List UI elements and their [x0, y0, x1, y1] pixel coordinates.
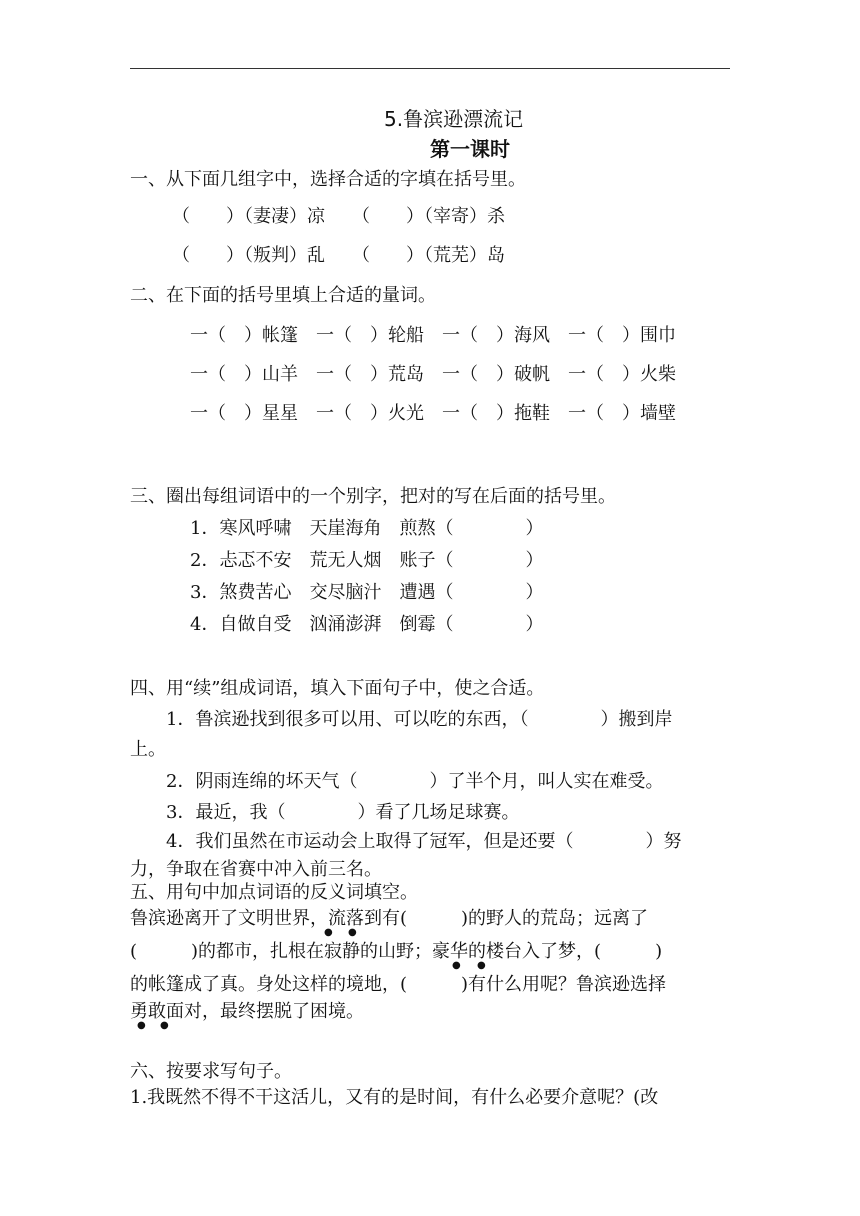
- emphasis-dot: ●: [324, 927, 333, 938]
- section4-line: 1．鲁滨逊找到很多可以用、可以吃的东西，（ ）搬到岸: [166, 709, 673, 730]
- section3-line: 2．忐忑不安 荒无人烟 账子（ ）: [190, 550, 544, 571]
- section2-line: 一（ ）帐篷 一（ ）轮船 一（ ）海风 一（ ）围巾: [190, 325, 676, 346]
- section5-heading: 五、用句中加点词语的反义词填空。: [130, 882, 418, 903]
- lesson-subtitle: 第一课时: [430, 137, 510, 161]
- section3-line: 3．煞费苦心 交尽脑汁 遭遇（ ）: [190, 582, 544, 603]
- section4-line: 上。: [130, 739, 166, 760]
- section2-line: 一（ ）山羊 一（ ）荒岛 一（ ）破帆 一（ ）火柴: [190, 364, 676, 385]
- section5-line: 鲁滨逊离开了文明世界，流落到有( )的野人的荒岛；远离了: [130, 908, 649, 929]
- section1-heading: 一、从下面几组字中，选择合适的字填在括号里。: [130, 169, 526, 190]
- lesson-title: 5.鲁滨逊漂流记: [384, 107, 524, 131]
- section3-line: 1．寒风呼啸 天崖海角 煎熬（ ）: [190, 518, 544, 539]
- emphasis-dot: ●: [160, 1020, 169, 1031]
- section5-line: 勇敢面对，最终摆脱了困境。: [130, 1001, 364, 1022]
- section4-line: 2．阴雨连绵的坏天气（ ）了半个月，叫人实在难受。: [166, 771, 664, 792]
- section6-heading: 六、按要求写句子。: [130, 1061, 292, 1082]
- section1-line: （ ）（叛判）乱 （ ）（荒芜）岛: [172, 245, 505, 266]
- emphasis-dot: ●: [477, 960, 486, 971]
- emphasis-dot: ●: [137, 1020, 146, 1031]
- emphasis-dot: ●: [348, 927, 357, 938]
- section4-line: 4．我们虽然在市运动会上取得了冠军，但是还要（ ）努: [166, 831, 682, 852]
- section1-line: （ ）（妻凄）凉 （ ）（宰寄）杀: [172, 206, 505, 227]
- section3-line: 4．自做自受 汹涌澎湃 倒霉（ ）: [190, 614, 544, 635]
- section6-line: 1.我既然不得不干这活儿，又有的是时间，有什么必要介意呢？(改: [130, 1087, 659, 1108]
- section2-line: 一（ ）星星 一（ ）火光 一（ ）拖鞋 一（ ）墙壁: [190, 403, 676, 424]
- section5-line: ( )的都市，扎根在寂静的山野；豪华的楼台入了梦，( ): [130, 941, 663, 962]
- section4-heading: 四、用“续”组成词语，填入下面句子中，使之合适。: [130, 678, 545, 699]
- section4-line: 力，争取在省赛中冲入前三名。: [130, 859, 382, 880]
- section2-heading: 二、在下面的括号里填上合适的量词。: [130, 285, 436, 306]
- emphasis-dot: ●: [452, 960, 461, 971]
- section3-heading: 三、圈出每组词语中的一个别字，把对的写在后面的括号里。: [130, 486, 616, 507]
- section5-line: 的帐篷成了真。身处这样的境地，( )有什么用呢？鲁滨逊选择: [130, 974, 667, 995]
- section4-line: 3．最近，我（ ）看了几场足球赛。: [166, 802, 520, 823]
- header-rule: [130, 68, 730, 69]
